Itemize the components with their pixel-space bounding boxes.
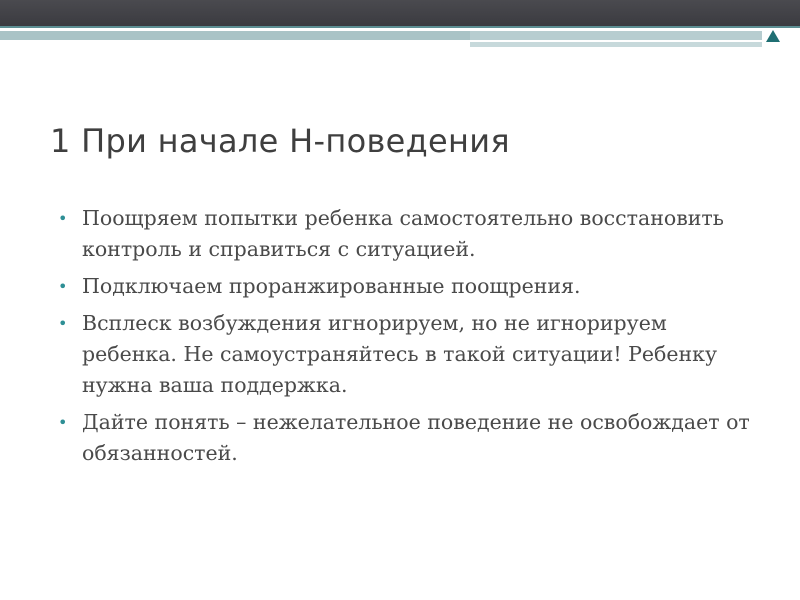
header-band [0,0,800,26]
bullet-text: Всплеск возбуждения игнорируем, но не игнорируем ребенка. Не самоустраняйтесь в такой ситуации! Ребенку нужна ваша поддержка. [82,311,718,397]
bullet-item [56,203,756,265]
bullet-icon: • [58,314,68,333]
header-divider-line [0,26,800,28]
bullet-text: Подключаем проранжированные поощрения. [82,274,581,298]
bullet-icon: • [58,209,68,228]
decorative-lower-stripe [470,42,762,47]
decorative-stripe [0,31,762,40]
slide-title: 1 При начале Н-поведения [50,122,510,160]
bullet-item [56,407,756,469]
bullet-text: Дайте понять – нежелательное поведение не освобождает от обязанностей. [82,410,750,465]
bullet-item [56,271,756,302]
triangle-accent-icon [766,30,780,42]
decorative-stripe-segment [0,31,470,40]
bullet-item [56,308,756,401]
bullet-icon: • [58,277,68,296]
bullet-text: Поощряем попытки ребенка самостоятельно восстановить контроль и справиться с ситуацией. [82,206,724,261]
bullet-list [56,203,756,475]
bullet-icon: • [58,413,68,432]
